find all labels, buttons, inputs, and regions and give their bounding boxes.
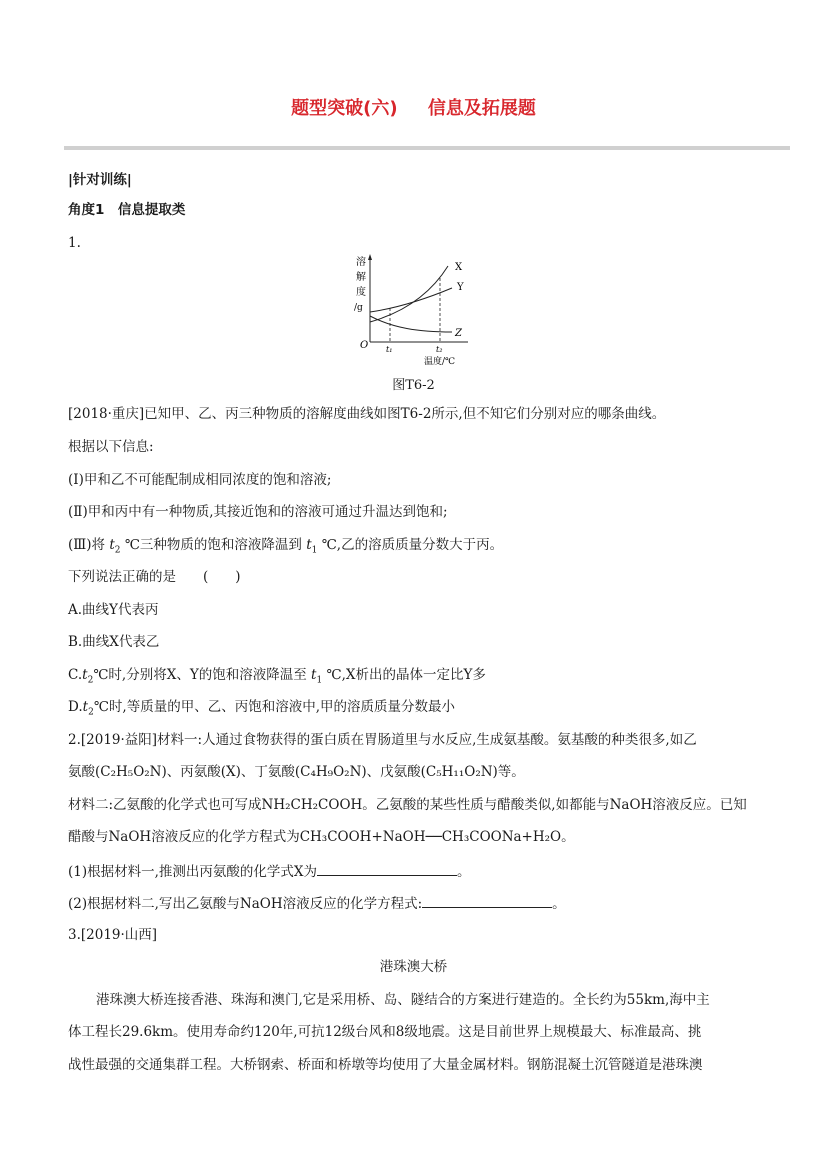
q1-option-a: A.曲线Y代表丙 (68, 602, 159, 618)
q2-sub-1 (68, 861, 471, 881)
q1-info-intro: 根据以下信息: (68, 439, 154, 455)
q2-line-2: 氨酸(C₂H₅O₂N)、丙氨酸(X)、丁氨酸(C₄H₉O₂N)、戊氨酸(C₅H₁₁O₂N)等。 (68, 764, 525, 780)
q1-stem: [2018·重庆]已知甲、乙、丙三种物质的溶解度曲线如图T6-2所示,但不知它们分别对应的哪条曲线。 (68, 406, 666, 422)
q2-line-3: 材料二:乙氨酸的化学式也可写成NH₂CH₂COOH。乙氨酸的某些性质与醋酸类似,如都能与NaOH溶液反应。已知 (68, 797, 747, 813)
q2-answer-blank-1[interactable] (317, 861, 457, 876)
q2-answer-blank-2[interactable] (422, 893, 552, 908)
info3-part-c: ℃,乙的溶质质量分数大于丙。 (321, 537, 504, 553)
curve-z-label: Z (455, 328, 462, 339)
ylabel-char-3: 度 (356, 287, 366, 298)
info3-t1: t (306, 537, 312, 553)
curve-y-label: Y (457, 282, 464, 293)
y-axis-arrow (368, 254, 372, 260)
q2-line-4: 醋酸与NaOH溶液反应的化学方程式为CH₃COOH+NaOH──CH₃COONa+H₂O。 (68, 829, 575, 845)
curve-x-label: X (455, 262, 463, 273)
q1-ask: 下列说法正确的是 ( ) (68, 569, 241, 585)
q3-paragraph-line-2: 体工程长29.6km。使用寿命约120年,可抗12级台风和8级地震。这是目前世界上规模最大、标准最高、挑 (68, 1024, 702, 1040)
title-divider (64, 146, 790, 150)
q3-passage-title: 港珠澳大桥 (379, 959, 448, 975)
optd-t2-sub: 2 (88, 707, 94, 718)
ylabel-char-1: 溶 (356, 257, 366, 268)
optc-part-c: ℃,X析出的晶体一定比Y多 (326, 667, 486, 683)
info3-part-b: ℃三种物质的饱和溶液降温到 (124, 537, 302, 553)
t2-tick-label: t₂ (436, 345, 443, 354)
q2-sub2-period: 。 (552, 896, 566, 912)
optc-t2: t (82, 667, 88, 683)
figure-caption: 图T6-2 (392, 378, 435, 393)
title-part-left: 题型突破(六) (291, 98, 398, 119)
optc-t2-sub: 2 (87, 675, 94, 686)
title-part-right: 信息及拓展题 (427, 98, 536, 119)
section-angle: 角度1 信息提取类 (68, 202, 186, 218)
optc-part-b: ℃时,分别将X、Y的饱和溶液降温至 (93, 667, 307, 683)
q1-number: 1. (68, 235, 81, 251)
q3-paragraph-line-3: 战性最强的交通集群工程。大桥钢索、桥面和桥墩等均使用了大量金属材料。钢筋混凝土沉管隧道是港珠澳 (68, 1057, 703, 1073)
section-training: |针对训练| (68, 172, 132, 188)
t1-tick-label: t₁ (386, 345, 393, 354)
info3-t2: t (109, 537, 115, 553)
q2-sub1-period: 。 (457, 864, 471, 880)
q1-option-b: B.曲线X代表乙 (68, 634, 160, 650)
solubility-curve-figure (348, 252, 478, 374)
optc-part-a: C. (68, 667, 83, 683)
optc-t1: t (311, 667, 317, 683)
q2-sub1-text: (1)根据材料一,推测出丙氨酸的化学式X为 (68, 864, 318, 880)
q1-info-3 (68, 536, 503, 560)
page-title (0, 94, 827, 120)
info3-part-a: (Ⅲ)将 (68, 537, 106, 553)
yunit: /g (354, 303, 363, 313)
optd-part-b: ℃时,等质量的甲、乙、丙饱和溶液中,甲的溶质质量分数最小 (93, 699, 455, 715)
q1-option-d (68, 698, 455, 722)
optc-t1-sub: 1 (316, 675, 323, 686)
q2-line-1: 2.[2019·益阳]材料一:人通过食物获得的蛋白质在胃肠道里与水反应,生成氨基酸。氨基酸的种类很多,如乙 (68, 732, 697, 748)
q2-sub2-text: (2)根据材料二,写出乙氨酸与NaOH溶液反应的化学方程式: (68, 896, 423, 912)
q1-info-2: (Ⅱ)甲和丙中有一种物质,其接近饱和的溶液可通过升温达到饱和; (68, 504, 448, 520)
origin-label: O (360, 340, 369, 351)
info3-t1-sub: 1 (311, 545, 318, 556)
q3-paragraph-line-1: 港珠澳大桥连接香港、珠海和澳门,它是采用桥、岛、隧结合的方案进行建造的。全长约为55km,海中主 (96, 992, 710, 1008)
q1-info-1: (Ⅰ)甲和乙不可能配制成相同浓度的饱和溶液; (68, 472, 332, 488)
optd-part-a: D. (68, 699, 83, 715)
q2-sub-2 (68, 893, 566, 913)
optd-t2: t (82, 699, 89, 715)
q1-option-c (68, 666, 486, 690)
x-axis-label: 温度/℃ (424, 357, 456, 367)
q3-number: 3.[2019·山西] (68, 927, 158, 943)
ylabel-char-2: 解 (356, 272, 366, 283)
info3-t2-sub: 2 (114, 545, 121, 556)
